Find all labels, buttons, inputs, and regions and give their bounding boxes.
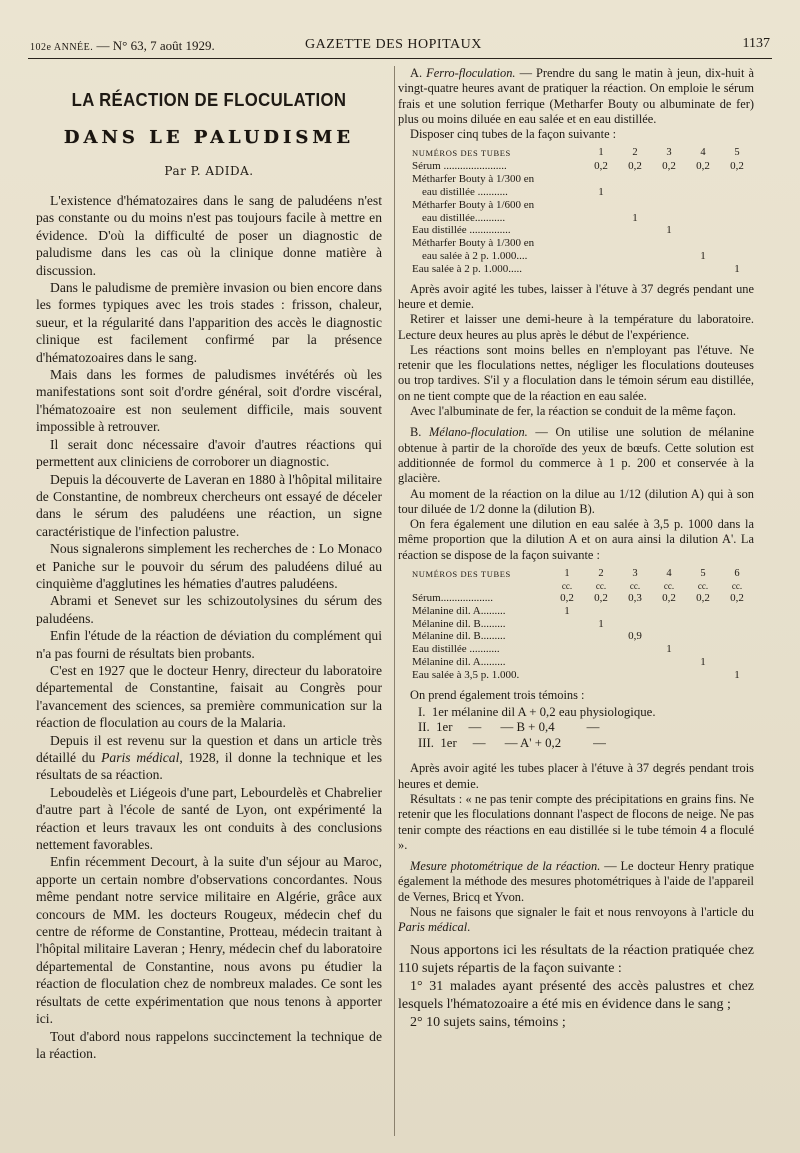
paragraph: Mais dans les formes de paludismes invétérés où les manifestations sont soit d'ordre général, soit d'ordre viscéral, l'hématozoaire est non seulement difficile, mais souvent impossible à retrouver.: [36, 367, 382, 435]
article-title: LA RÉACTION DE FLOCULATION: [71, 90, 347, 110]
table-cell: [720, 656, 754, 669]
table-cell: [652, 199, 686, 212]
unit-cell: cc.: [697, 581, 709, 591]
table-body: [398, 146, 754, 275]
table-row: [398, 656, 754, 669]
temoin-line: II. 1er — — B + 0,4 —: [418, 720, 600, 735]
table-cell: [686, 643, 720, 656]
table-cell: [720, 212, 754, 225]
table-cell: [686, 237, 720, 250]
table-row: [398, 263, 754, 276]
unit-cell: cc.: [595, 581, 607, 591]
journal-title: Paris médical: [101, 750, 180, 765]
row-label: Sérum...................: [412, 592, 493, 604]
table-cell: [550, 656, 584, 669]
table-cell: [584, 212, 618, 225]
table-cell: [652, 605, 686, 618]
row-label: Mélanine dil. A.........: [412, 655, 506, 668]
table-cell: 0,9: [628, 630, 642, 643]
paragraph: Après avoir agité les tubes placer à l'étuve à 37 degrés pendant trois heures et demie.: [398, 761, 754, 791]
tube-number: 1: [564, 568, 570, 579]
table-cell: [720, 173, 754, 186]
table-cell: [686, 618, 720, 631]
table-cell: 0,2: [696, 160, 710, 173]
journal-name: GAZETTE DES HOPITAUX: [305, 37, 482, 52]
column-header: NUMÉROS DES TUBES: [412, 148, 511, 159]
table-cell: [618, 224, 652, 237]
tube-number: 3: [666, 147, 672, 159]
table-row: [398, 250, 754, 263]
table-row: [398, 212, 754, 225]
table-cell: [584, 237, 618, 250]
text-run: — On utilise une solution de mélanine obtenue à partir de la choroïde des yeux de bœufs. Cette solution est additionnée de formol du commerce à 1 p. 200 et conservée à la glacière.: [398, 425, 754, 486]
table-row: [398, 605, 754, 618]
table-cell: 1: [666, 643, 672, 656]
table-cell: 1: [700, 250, 706, 263]
table-cell: 0,2: [696, 592, 710, 604]
paragraph: C'est en 1927 que le docteur Henry, directeur du laboratoire départemental de Constantine, faisait au Congrès pour l'avancement des sciences, sa première communication sur la réaction de floculation au cours de la Malaria.: [36, 662, 382, 731]
section-a-intro: [398, 66, 754, 127]
paragraph: Nous signalerons simplement les recherches de : Lo Monaco et Paniche sur le pouvoir du sérum des paludéens dilué au cinquième d'agglutines les hématies d'autres paludéens.: [36, 541, 382, 591]
table-cell: [720, 237, 754, 250]
row-label: Métharfer Bouty à 1/300 en: [412, 173, 535, 186]
paragraph: Retirer et laisser une demi-heure à la température du laboratoire. Lecture deux heures au plus après le début de l'expérience.: [398, 312, 754, 342]
text-run: , 1928, il donne la technique et les résultats de sa réaction.: [36, 750, 382, 783]
table-cell: [584, 263, 618, 276]
paragraph: L'existence d'hématozaires dans le sang de paludéens n'est pas constante ou du moins n'est pas toujours facile à mettre en évidence. D'où la difficulté de poser un diagnostic de paludisme dans les cas où la clinique donne matière à discussion.: [36, 193, 382, 278]
tube-number: 2: [598, 568, 604, 579]
table-row: [398, 224, 754, 237]
table-cell: [584, 199, 618, 212]
tube-number: 5: [734, 147, 740, 159]
table-row: [398, 669, 754, 682]
row-label: Mélanine dil. B.........: [412, 630, 506, 643]
table-cell: 1: [598, 617, 604, 630]
issue-number: — N° 63, 7 août 1929.: [96, 38, 215, 53]
right-column: [398, 66, 754, 1032]
table-cell: [652, 263, 686, 276]
table-cell: 1: [598, 186, 604, 199]
table-cell: [618, 669, 652, 682]
row-label: Mélanine dil. A.........: [412, 604, 506, 617]
row-label: eau distillée ...........: [422, 186, 508, 199]
byline: Par P. ADIDA.: [164, 164, 254, 178]
row-label: Eau salée à 2 p. 1.000.....: [412, 262, 522, 275]
temoins-list: [418, 705, 754, 752]
table-cell: [686, 186, 720, 199]
paragraph: Après avoir agité les tubes, laisser à l'étuve à 37 degrés pendant une heure et demie.: [398, 281, 754, 311]
paragraph: Disposer cinq tubes de la façon suivante :: [410, 127, 617, 142]
table-cell: [618, 643, 652, 656]
paragraph: Il serait donc nécessaire d'avoir d'autres réactions qui permettent aux cliniciens de corroborer un diagnostic.: [36, 436, 382, 470]
table-cell: [652, 212, 686, 225]
mesure-paragraph: [398, 859, 754, 905]
table-cell: [720, 618, 754, 631]
unit-cell: cc.: [629, 581, 641, 591]
paragraph: Leboudelès et Liégeois d'une part, Lebourdelès et Chabrelier d'autre part à l'école de santé de Lyon, ont expérimenté la réaction et leurs travaux les ont conduits à des conclusions nettement favorables.: [36, 784, 382, 853]
table-cell: [618, 186, 652, 199]
table-row: [398, 237, 754, 250]
table-row: [398, 186, 754, 199]
paragraph: Enfin récemment Decourt, à la suite d'un séjour au Maroc, apporte un certain nombre d'observations concordantes. Nous même pendant notre service militaire en Algérie, grâce aux concours de MM. les docteurs Rougeux, médecin chef du centre de réforme de Constantine, Protteau, médecin traitant à l'hôpital militaire Laveran ; Henry, médecin chef du laboratoire départemental de Constantine, nous avons pu étudier la réaction de floculation chez de nombreux malades. Ce sont les résultats de cette expérimentation que nous tenons à apporter ici.: [36, 854, 382, 1027]
table-cell: [584, 630, 618, 643]
tube-number: 4: [700, 147, 706, 159]
paragraph: Dans le paludisme de première invasion ou bien encore dans les formes typiques avec les trois stades : frisson, chaleur, sueur, et la régularité dans l'apparition des accès le diagnostic clinique est facilement confirmé par la présence d'hématozoaires dans le sang.: [36, 280, 382, 365]
text-run: Depuis il est revenu sur la question et dans un article très détaillé du: [36, 732, 382, 765]
temoin-line: I. 1er mélanine dil A + 0,2 eau physiologique.: [418, 704, 656, 719]
table-cell: 1: [734, 262, 740, 275]
table-cell: [720, 224, 754, 237]
text-run: .: [467, 920, 471, 935]
tube-number: 1: [598, 147, 604, 159]
table-cell: [686, 212, 720, 225]
table-cell: 0,2: [594, 592, 608, 604]
section-b-intro: [398, 425, 754, 486]
column-separator: [394, 66, 395, 1136]
results-item: 1° 31 malades ayant présenté des accès palustres et chez lesquels l'hématozoaire a été mis en évidence dans le sang ;: [398, 978, 754, 1012]
table-cell: [550, 643, 584, 656]
table-row: [398, 630, 754, 643]
column-header: NUMÉROS DES TUBES: [412, 569, 511, 579]
tube-number: 3: [632, 568, 638, 579]
paragraph: [398, 905, 754, 936]
table-cell: [618, 250, 652, 263]
table-cell: 1: [666, 224, 672, 237]
table-cell: [720, 630, 754, 643]
table-row: [398, 592, 754, 605]
row-label: Eau distillée ...............: [412, 224, 511, 237]
unit-cell: cc.: [731, 581, 743, 591]
row-label: Eau salée à 3,5 p. 1.000.: [412, 668, 520, 681]
table-cell: [584, 643, 618, 656]
text-run: — Prendre du sang le matin à jeun, dix-huit à vingt-quatre heures avant de pratiquer la réaction. On emploie le sérum frais et une solution ferrique (Metharfer Bouty ou albuminate de fer) plus ou moins diluée en eau salée et en eau distillée.: [398, 66, 755, 126]
row-label: Mélanine dil. B.........: [412, 617, 506, 630]
paragraph: On prend également trois témoins :: [410, 687, 585, 702]
table-cell: [618, 263, 652, 276]
table-cell: [652, 630, 686, 643]
paragraph: Abrami et Senevet sur les schizoutolysines du sérum des paludéens.: [36, 593, 382, 626]
paragraph: [36, 732, 382, 784]
tube-number: 6: [734, 568, 740, 579]
table-cell: [652, 237, 686, 250]
tubes-table-b: [398, 567, 754, 682]
section-letter: A.: [410, 66, 423, 80]
table-cell: [652, 173, 686, 186]
table-cell: [550, 630, 584, 643]
table-row: [398, 160, 754, 173]
table-body: [398, 567, 754, 682]
paragraph: Les réactions sont moins belles en n'employant pas l'étuve. Ne retenir que les floculations nettes, négliger les floculations douteuses ou trop tardives. S'il y a floculation dans le témoin sérum eau distillée, on ne tient compte que de la réaction en eau salée.: [398, 342, 754, 403]
paragraph: Résultats : « ne pas tenir compte des précipitations en grains fins. Ne retenir que les floculations donnant l'aspect de flocons de neige. Ne pas tenir compte des réactions en eau distillée si le tube témoin 4 a floculé ».: [398, 791, 754, 852]
table-cell: 0,2: [730, 592, 744, 604]
table-cell: [652, 656, 686, 669]
table-cell: [652, 186, 686, 199]
table-header-row: [398, 146, 754, 160]
paragraph: Avec l'albuminate de fer, la réaction se conduit de la même façon.: [410, 404, 736, 419]
results-intro: Nous apportons ici les résultats de la réaction pratiquée chez 110 sujets répartis de la façon suivante :: [398, 942, 754, 976]
row-label: Eau distillée ...........: [412, 643, 500, 656]
table-cell: [686, 173, 720, 186]
table-cell: [652, 250, 686, 263]
tube-number: 2: [632, 147, 638, 159]
empty-cell: [398, 581, 550, 592]
tube-number: 4: [666, 568, 672, 579]
table-cell: [720, 643, 754, 656]
year-label: 102e ANNÉE.: [30, 42, 94, 53]
table-cell: [720, 199, 754, 212]
table-cell: 0,2: [730, 160, 744, 173]
table-cell: [720, 605, 754, 618]
table-cell: [652, 669, 686, 682]
table-row: [398, 173, 754, 186]
table-cell: [618, 605, 652, 618]
section-letter: B.: [410, 425, 422, 440]
paragraph: On fera également une dilution en eau salée à 3,5 p. 1000 dans la même proportion que la dilution A et on aura ainsi la dilution A'. La réaction se dispose de la façon suivante :: [398, 517, 754, 562]
table-cell: [584, 669, 618, 682]
table-cell: [686, 630, 720, 643]
table-row: [398, 643, 754, 656]
row-label: eau salée à 2 p. 1.000....: [422, 250, 528, 263]
table-header-row: [398, 567, 754, 581]
page-number: 1137: [742, 36, 770, 51]
table-cell: [686, 263, 720, 276]
table-cell: 0,2: [594, 160, 608, 173]
table-cell: [686, 669, 720, 682]
table-cell: [686, 224, 720, 237]
table-cell: [584, 173, 618, 186]
row-label: Métharfer Bouty à 1/300 en: [412, 237, 535, 250]
table-cell: 1: [734, 668, 740, 681]
table-cell: [584, 656, 618, 669]
table-cell: 1: [700, 655, 706, 668]
paragraph: Tout d'abord nous rappelons succinctement la technique de la réaction.: [36, 1028, 382, 1061]
unit-cell: cc.: [663, 581, 675, 591]
table-cell: [686, 199, 720, 212]
table-cell: [584, 250, 618, 263]
paragraph: Depuis la découverte de Laveran en 1880 à l'hôpital militaire de Constantine, de nombreux chercheurs ont essayé de déceler dans le sérum des paludéens une réaction, un signe caractéristique de l'infection palustre.: [36, 471, 382, 539]
tubes-table-a: [398, 146, 754, 275]
row-label: Sérum .......................: [412, 160, 507, 173]
tube-number: 5: [700, 568, 706, 579]
table-cell: [618, 656, 652, 669]
header-rule: [28, 58, 772, 59]
left-column: [36, 66, 382, 1062]
row-label: Métharfer Bouty à 1/600 en: [412, 198, 535, 211]
unit-cell: cc.: [561, 581, 573, 591]
article-subtitle: DANS LE PALUDISME: [63, 127, 355, 148]
issue-info: [30, 38, 215, 54]
table-cell: [584, 605, 618, 618]
temoin-line: III. 1er — — A' + 0,2 —: [418, 735, 606, 750]
section-heading: Mélano-floculation.: [429, 425, 528, 440]
table-row: [398, 618, 754, 631]
table-cell: [618, 173, 652, 186]
row-label: eau distillée...........: [422, 211, 506, 224]
paragraph: Au moment de la réaction on la dilue au 1/12 (dilution A) qui à son tour diluée de 1/2 donne la (dilution B).: [398, 486, 754, 516]
journal-title: Paris médical: [398, 920, 468, 935]
table-cell: [652, 618, 686, 631]
table-cell: [618, 618, 652, 631]
table-cell: 0,2: [662, 592, 676, 604]
table-cell: 0,3: [628, 592, 642, 604]
table-cell: 0,2: [560, 592, 574, 604]
paragraph: Enfin l'étude de la réaction de déviation du complément qui n'a pas fourni de résultats bien probants.: [36, 628, 382, 661]
text-run: Nous ne faisons que signaler le fait et nous renvoyons à l'article du: [410, 905, 754, 920]
table-cell: 1: [632, 211, 638, 224]
table-cell: [550, 618, 584, 631]
table-cell: [686, 605, 720, 618]
text-run: — Le docteur Henry pratique également la méthode des mesures photométriques à l'aide de l'appareil de Vernes, Bricq et Yvon.: [398, 859, 754, 904]
table-row: [398, 199, 754, 212]
unit-row: [398, 581, 754, 592]
table-cell: [720, 250, 754, 263]
table-cell: [618, 237, 652, 250]
results-item: 2° 10 sujets sains, témoins ;: [410, 1014, 566, 1030]
table-cell: 1: [564, 604, 570, 617]
table-cell: 0,2: [662, 160, 676, 173]
section-heading: Ferro-floculation.: [426, 66, 516, 80]
table-cell: 0,2: [628, 160, 642, 173]
table-cell: [720, 186, 754, 199]
section-heading: Mesure photométrique de la réaction.: [410, 859, 601, 874]
table-cell: [584, 224, 618, 237]
page-header: [30, 34, 770, 54]
table-cell: [550, 669, 584, 682]
table-cell: [618, 199, 652, 212]
